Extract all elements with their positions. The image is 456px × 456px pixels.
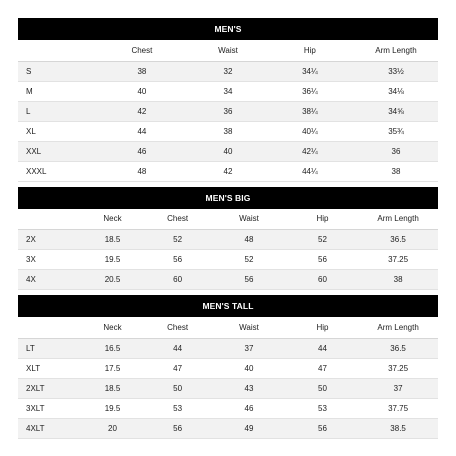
mens-big-header-row (18, 209, 438, 230)
column-header: Waist (211, 317, 287, 338)
table-cell: 37.25 (358, 250, 438, 270)
table-row (18, 398, 438, 418)
mens-tall-size-table (18, 317, 438, 439)
size-label: 3X (18, 250, 81, 270)
table-cell: 52 (144, 230, 211, 250)
mens-header-row (18, 40, 438, 61)
column-header: Arm Length (354, 40, 438, 61)
table-cell: 37.75 (358, 398, 438, 418)
table-cell: 18.5 (81, 230, 144, 250)
size-label: L (18, 101, 94, 121)
table-row (18, 161, 438, 181)
table-cell: 48 (94, 161, 191, 181)
column-header: Hip (266, 40, 354, 61)
table-cell: 40 (211, 358, 287, 378)
table-cell: 34¼ (266, 61, 354, 81)
size-label: 2XLT (18, 378, 81, 398)
table-cell: 52 (287, 230, 358, 250)
column-header: Neck (81, 209, 144, 230)
table-cell: 36 (354, 141, 438, 161)
table-row (18, 358, 438, 378)
column-header: Chest (144, 209, 211, 230)
size-label: XL (18, 121, 94, 141)
column-header (18, 209, 81, 230)
size-label: S (18, 61, 94, 81)
table-cell: 36 (190, 101, 266, 121)
size-label: 4X (18, 270, 81, 290)
column-header: Hip (287, 209, 358, 230)
table-cell: 20 (81, 418, 144, 438)
column-header: Waist (211, 209, 287, 230)
table-row (18, 270, 438, 290)
table-cell: 33½ (354, 61, 438, 81)
table-cell: 60 (287, 270, 358, 290)
table-cell: 40 (94, 81, 191, 101)
table-cell: 50 (144, 378, 211, 398)
table-cell: 49 (211, 418, 287, 438)
table-cell: 60 (144, 270, 211, 290)
table-cell: 48 (211, 230, 287, 250)
mens-size-table (18, 40, 438, 182)
table-cell: 40 (190, 141, 266, 161)
table-cell: 46 (211, 398, 287, 418)
table-cell: 19.5 (81, 250, 144, 270)
table-cell: 16.5 (81, 338, 144, 358)
size-label: LT (18, 338, 81, 358)
mens-tall-section-title: MEN'S TALL (18, 295, 438, 317)
table-row (18, 418, 438, 438)
table-row (18, 230, 438, 250)
table-cell: 35¾ (354, 121, 438, 141)
table-cell: 56 (144, 250, 211, 270)
table-cell: 19.5 (81, 398, 144, 418)
size-label: 4XLT (18, 418, 81, 438)
table-cell: 38.5 (358, 418, 438, 438)
size-label: XXXL (18, 161, 94, 181)
column-header: Chest (94, 40, 191, 61)
table-cell: 17.5 (81, 358, 144, 378)
table-cell: 47 (144, 358, 211, 378)
table-row (18, 338, 438, 358)
size-label: M (18, 81, 94, 101)
column-header: Waist (190, 40, 266, 61)
column-header: Arm Length (358, 209, 438, 230)
table-cell: 46 (94, 141, 191, 161)
size-label: 3XLT (18, 398, 81, 418)
table-cell: 42 (94, 101, 191, 121)
table-cell: 53 (144, 398, 211, 418)
mens-big-size-table (18, 209, 438, 291)
table-cell: 52 (211, 250, 287, 270)
table-cell: 34⅛ (354, 81, 438, 101)
mens-section-title: MEN'S (18, 18, 438, 40)
mens-tall-header-row (18, 317, 438, 338)
size-label: 2X (18, 230, 81, 250)
table-cell: 18.5 (81, 378, 144, 398)
table-cell: 56 (144, 418, 211, 438)
table-cell: 37 (358, 378, 438, 398)
table-cell: 44¼ (266, 161, 354, 181)
mens-big-section-title: MEN'S BIG (18, 187, 438, 209)
size-label: XLT (18, 358, 81, 378)
table-cell: 38 (190, 121, 266, 141)
table-cell: 34⅝ (354, 101, 438, 121)
table-row (18, 141, 438, 161)
table-cell: 36¼ (266, 81, 354, 101)
table-cell: 32 (190, 61, 266, 81)
column-header (18, 317, 81, 338)
table-cell: 56 (287, 418, 358, 438)
table-row (18, 101, 438, 121)
table-cell: 50 (287, 378, 358, 398)
table-cell: 40¼ (266, 121, 354, 141)
table-row (18, 61, 438, 81)
table-cell: 38 (354, 161, 438, 181)
table-cell: 38 (358, 270, 438, 290)
table-cell: 37 (211, 338, 287, 358)
table-row (18, 378, 438, 398)
table-row (18, 250, 438, 270)
table-cell: 42¼ (266, 141, 354, 161)
table-cell: 36.5 (358, 338, 438, 358)
column-header: Arm Length (358, 317, 438, 338)
table-cell: 20.5 (81, 270, 144, 290)
column-header: Neck (81, 317, 144, 338)
table-cell: 44 (287, 338, 358, 358)
column-header: Chest (144, 317, 211, 338)
table-cell: 36.5 (358, 230, 438, 250)
table-row (18, 121, 438, 141)
table-cell: 44 (144, 338, 211, 358)
table-cell: 47 (287, 358, 358, 378)
table-cell: 56 (287, 250, 358, 270)
table-cell: 38¼ (266, 101, 354, 121)
table-cell: 53 (287, 398, 358, 418)
size-label: XXL (18, 141, 94, 161)
size-chart (18, 18, 438, 439)
table-cell: 34 (190, 81, 266, 101)
table-cell: 38 (94, 61, 191, 81)
table-row (18, 81, 438, 101)
column-header: Hip (287, 317, 358, 338)
table-cell: 43 (211, 378, 287, 398)
table-cell: 44 (94, 121, 191, 141)
column-header (18, 40, 94, 61)
table-cell: 42 (190, 161, 266, 181)
table-cell: 37.25 (358, 358, 438, 378)
table-cell: 56 (211, 270, 287, 290)
